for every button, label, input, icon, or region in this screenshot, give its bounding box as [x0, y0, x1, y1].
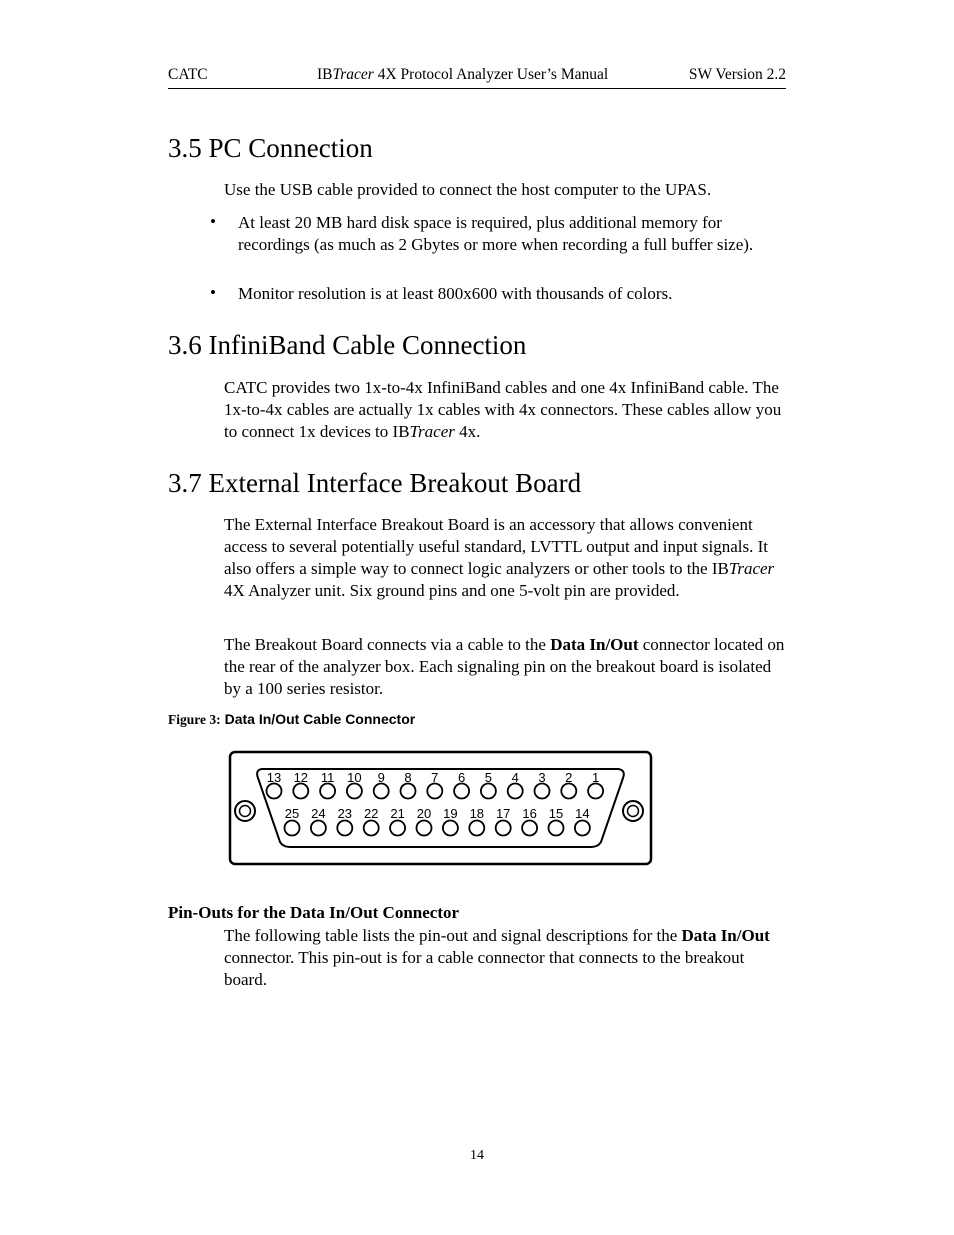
running-header	[168, 66, 786, 89]
pin-label: 8	[404, 770, 412, 785]
pinouts-subheading: Pin-Outs for the Data In/Out Connector	[168, 903, 460, 922]
pin-label: 18	[469, 806, 485, 821]
section-3-6-paragraph: CATC provides two 1x-to-4x InfiniBand cables and one 4x InfiniBand cable. The 1x-to-4x cables are actually 1x cables with 4x connectors. These cables allow you to connect 1x devices to IBTracer 4x.	[224, 378, 782, 441]
pin-label: 15	[548, 806, 564, 821]
pin-label: 25	[284, 806, 300, 821]
pin-label: 19	[443, 806, 458, 821]
pin-label: 1	[591, 770, 600, 785]
pin-label: 2	[565, 770, 573, 785]
section-3-5-intro: Use the USB cable provided to connect the host computer to the UPAS.	[224, 180, 712, 199]
pin-label: 22	[363, 806, 379, 821]
bullet-marker: •	[210, 212, 216, 231]
section-heading-3-5: 3.5 PC Connection	[168, 133, 373, 163]
bullet-item-disk-space: At least 20 MB hard disk space is required, plus additional memory for recordings (as much as 2 Gbytes or more when recording a full buffer size).	[238, 213, 754, 254]
pin-label: 11	[320, 770, 335, 785]
pin-label: 17	[495, 806, 511, 821]
section-heading-3-6: 3.6 InfiniBand Cable Connection	[168, 330, 527, 360]
page-number: 14	[470, 1148, 484, 1163]
pin-label: 23	[337, 806, 353, 821]
pin-label: 24	[311, 806, 326, 821]
section-3-7-paragraph-1: The External Interface Breakout Board is an accessory that allows convenient access to several potentially useful standard, LVTTL output and input signals. It also offers a simple way to connect logic analyzers or other tools to the IBTracer 4X Analyzer unit. Six ground pins and one 5-volt pin are provided.	[224, 515, 775, 600]
header-left: CATC	[168, 66, 208, 83]
pin-label: 13	[266, 770, 282, 785]
pinouts-paragraph: The following table lists the pin-out and signal descriptions for the Data In/Out connector. This pin-out is for a cable connector that connects to the breakout board.	[224, 926, 770, 989]
header-right: SW Version 2.2	[688, 66, 786, 83]
bullet-item-monitor: Monitor resolution is at least 800x600 with thousands of colors.	[238, 284, 673, 303]
pin-label: 21	[390, 806, 405, 821]
pin-label: 16	[522, 806, 537, 821]
db25-connector-figure	[228, 750, 654, 868]
section-3-7-paragraph-2: The Breakout Board connects via a cable to the Data In/Out connector located on the rear of the analyzer box. Each signaling pin on the breakout board is isolated by a 100 series resistor.	[224, 635, 785, 698]
pin-label: 6	[457, 770, 466, 785]
pin-label: 4	[511, 770, 519, 785]
header-center: IBTracer 4X Protocol Analyzer User’s Manual	[317, 66, 609, 83]
figure-caption: Figure 3: Data In/Out Cable Connector	[168, 711, 416, 727]
section-heading-3-7: 3.7 External Interface Breakout Board	[168, 468, 582, 498]
pin-label: 12	[293, 770, 309, 785]
pin-label: 3	[538, 770, 546, 785]
pin-label: 20	[416, 806, 432, 821]
pin-label: 10	[347, 770, 362, 785]
bullet-marker: •	[210, 283, 216, 302]
pin-label: 7	[431, 770, 439, 785]
pin-label: 14	[575, 806, 590, 821]
pin-label: 9	[377, 770, 385, 785]
pin-label: 5	[484, 770, 493, 785]
